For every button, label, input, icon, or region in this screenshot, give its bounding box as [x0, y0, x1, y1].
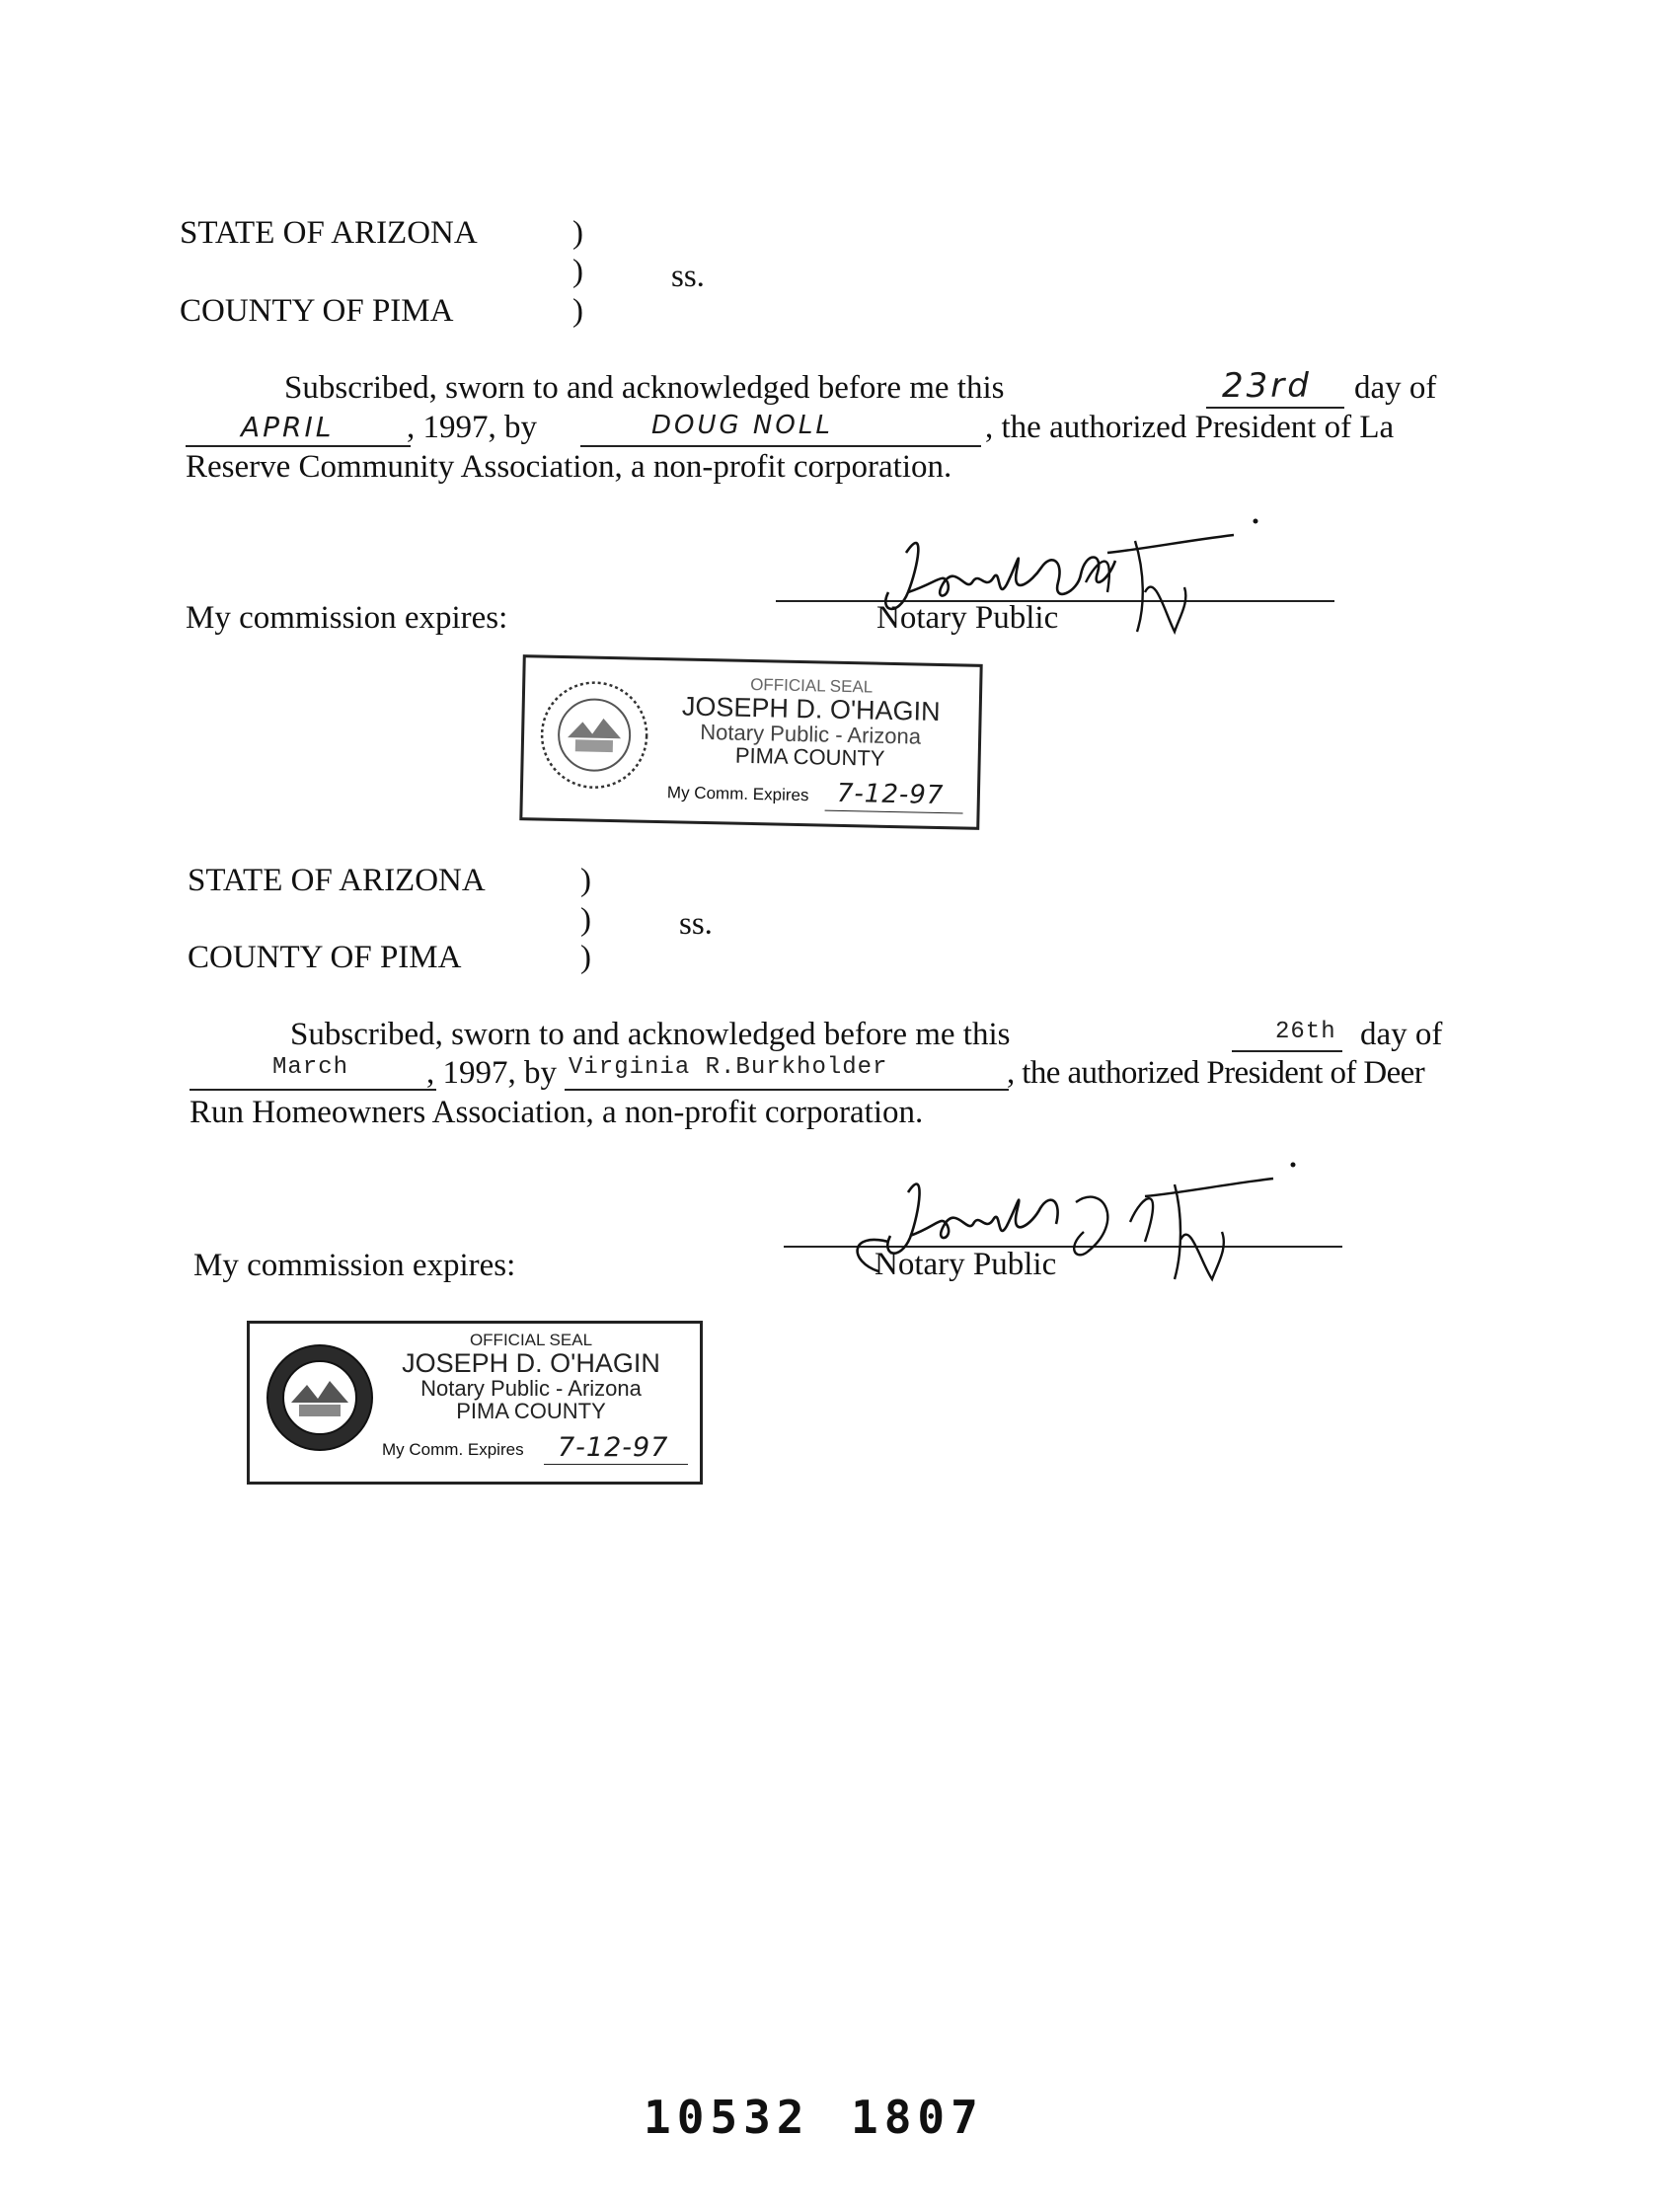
state-seal-emblem-1: [537, 677, 651, 792]
recording-page-number: 1807: [851, 2091, 984, 2144]
paren-2b: ): [580, 902, 591, 938]
ack-2-day-line: [1232, 1050, 1342, 1052]
commission-label-1: My commission expires:: [186, 600, 508, 636]
ack-2-tail: , the authorized President of Deer: [1007, 1055, 1425, 1091]
ack-2-day-of: day of: [1360, 1017, 1443, 1052]
paren-1b: ): [572, 254, 583, 289]
paren-1c: ): [572, 293, 583, 329]
seal-1-expires-label: My Comm. Expires: [666, 783, 809, 805]
ack-2-line3: Run Homeowners Association, a non-profit corporation.: [190, 1095, 924, 1130]
ss-label-2: ss.: [679, 906, 713, 942]
seal-1-name: JOSEPH D. O'HAGIN: [681, 691, 941, 726]
notary-signature-1: [849, 513, 1283, 642]
state-seal-emblem-2: [264, 1341, 376, 1454]
ack-1-day-line: [1206, 407, 1344, 409]
commission-label-2: My commission expires:: [193, 1248, 516, 1283]
county-label-1: COUNTY OF PIMA: [180, 293, 454, 329]
ack-1-month-line: [186, 445, 411, 447]
seal-2-expires-label: My Comm. Expires: [382, 1440, 524, 1459]
ack-2-day-value: 26th: [1275, 1019, 1336, 1045]
ack-1-line1: Subscribed, sworn to and acknowledged before me this: [284, 370, 1005, 406]
seal-1-title: Notary Public - Arizona: [700, 720, 922, 749]
ack-1-name-value: DOUG NOLL: [651, 411, 833, 440]
official-seal-stamp-2: [247, 1321, 703, 1485]
ack-2-name-line: [565, 1089, 1009, 1091]
seal-2-name: JOSEPH D. O'HAGIN: [402, 1347, 660, 1378]
county-label-2: COUNTY OF PIMA: [188, 940, 462, 975]
seal-2-title: Notary Public - Arizona: [420, 1376, 642, 1402]
official-seal-stamp-1: [519, 654, 982, 830]
seal-1-expires-line: [825, 810, 963, 814]
ack-1-day-value: 23rd: [1222, 366, 1312, 406]
seal-2-expires-line: [544, 1464, 688, 1465]
ack-1-name-line: [580, 445, 981, 447]
notary-signature-2: [829, 1153, 1303, 1291]
ack-2-line1: Subscribed, sworn to and acknowledged before me this: [290, 1017, 1011, 1052]
ack-1-year-by: , 1997, by: [407, 410, 537, 445]
seal-2-header: OFFICIAL SEAL: [469, 1331, 593, 1349]
ack-1-tail: , the authorized President of La: [985, 410, 1395, 445]
ack-2-month-line: [190, 1089, 436, 1091]
paren-2a: ): [580, 863, 591, 898]
ss-label-1: ss.: [671, 259, 705, 294]
seal-2-county: PIMA COUNTY: [456, 1399, 606, 1424]
ack-2-year-by: , 1997, by: [426, 1055, 557, 1091]
ack-2-month-value: March: [272, 1054, 349, 1081]
seal-1-header: OFFICIAL SEAL: [749, 674, 874, 697]
ack-1-day-of: day of: [1354, 370, 1437, 406]
seal-1-county: PIMA COUNTY: [734, 742, 885, 772]
recording-book-number: 10532: [644, 2091, 810, 2144]
ack-2-name-value: Virginia R.Burkholder: [569, 1054, 888, 1081]
state-label-2: STATE OF ARIZONA: [188, 863, 486, 898]
notary-caption-2: Notary Public: [875, 1247, 1057, 1282]
paren-2c: ): [580, 940, 591, 975]
ack-1-month-value: APRIL: [241, 411, 335, 443]
notary-caption-1: Notary Public: [876, 600, 1059, 636]
seal-1-expires-value: 7-12-97: [836, 778, 945, 811]
state-label-1: STATE OF ARIZONA: [180, 215, 478, 251]
seal-2-expires-value: 7-12-97: [558, 1432, 669, 1463]
paren-1a: ): [572, 215, 583, 251]
ack-1-line3: Reserve Community Association, a non-profit corporation.: [186, 449, 952, 485]
